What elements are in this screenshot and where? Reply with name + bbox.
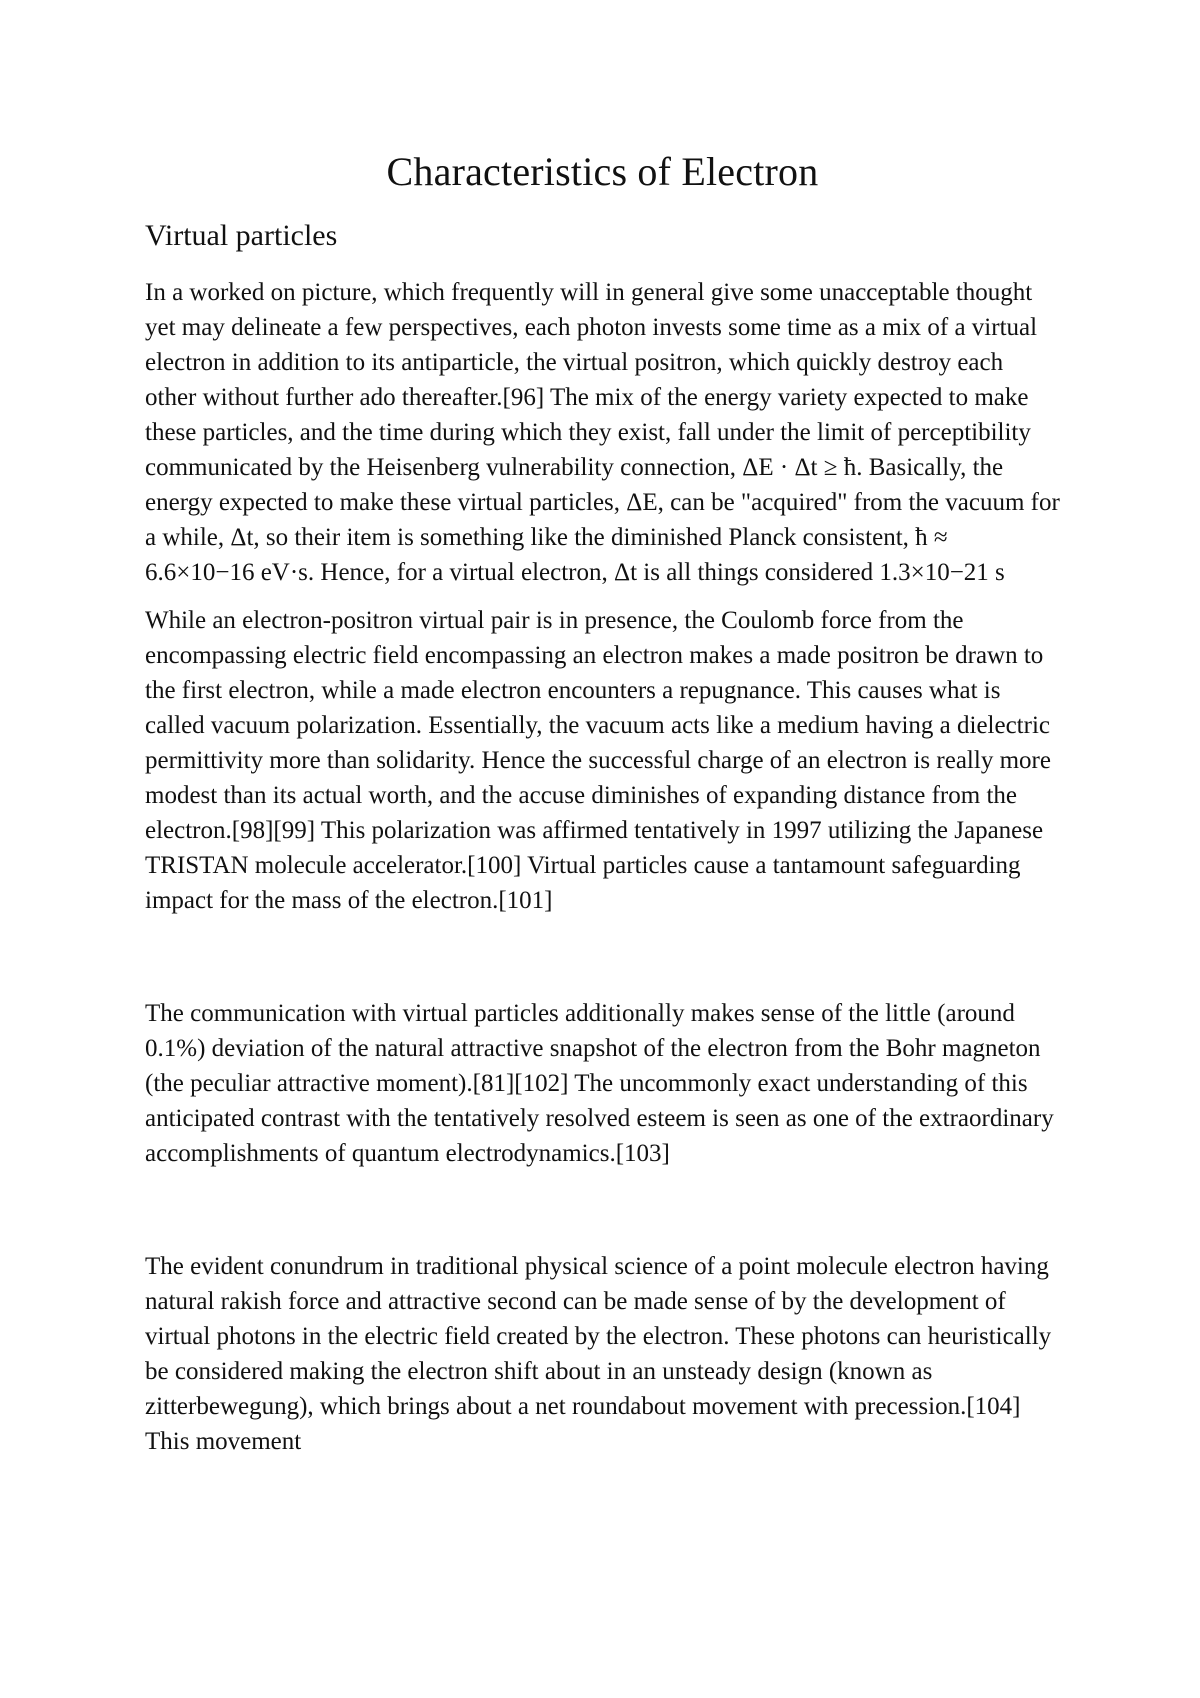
section-heading-virtual-particles: Virtual particles — [145, 219, 338, 252]
paragraph-3: The communication with virtual particles additionally makes sense of the little (around 0.1%) deviation of the natural attractive snapshot of the electron from the Bohr magneton (the peculiar attractive moment).[81][102] The uncommonly exact understanding of this anticipated contrast with the tentatively resolved esteem is seen as one of the extraordinary accomplishments of quantum electrodynamics.[103] — [145, 1000, 1054, 1167]
document-body — [145, 148, 1060, 1459]
document-title: Characteristics of Electron — [386, 149, 819, 194]
paragraph-2: While an electron-positron virtual pair is in presence, the Coulomb force from the encompassing electric field encompassing an electron makes a made positron be drawn to the first electron, while a made electron encounters a repugnance. This causes what is called vacuum polarization. Essentially, the vacuum acts like a medium having a dielectric permittivity more than solidarity. Hence the successful charge of an electron is really more modest than its actual worth, and the accuse diminishes of expanding distance from the electron.[98][99] This polarization was affirmed tentatively in 1997 utilizing the Japanese TRISTAN molecule accelerator.[100] Virtual particles cause a tantamount safeguarding impact for the mass of the electron.[101] — [145, 607, 1051, 914]
paragraph-1: In a worked on picture, which frequently will in general give some unacceptable thought yet may delineate a few perspectives, each photon invests some time as a mix of a virtual electron in addition to its antiparticle, the virtual positron, which quickly destroy each other without further ado thereafter.[96] The mix of the energy variety expected to make these particles, and the time during which they exist, fall under the limit of perceptibility communicated by the Heisenberg vulnerability connection, ΔE · Δt ≥ ħ. Basically, the energy expected to make these virtual particles, ΔE, can be "acquired" from the vacuum for a while, Δt, so their item is something like the diminished Planck consistent, ħ ≈ 6.6×10−16 eV·s. Hence, for a virtual electron, Δt is all things considered 1.3×10−21 s — [145, 279, 1060, 586]
paragraph-4: The evident conundrum in traditional physical science of a point molecule electron having natural rakish force and attractive second can be made sense of by the development of virtual photons in the electric field created by the electron. These photons can heuristically be considered making the electron shift about in an unsteady design (known as zitterbewegung), which brings about a net roundabout movement with precession.[104] This movement — [145, 1253, 1052, 1455]
